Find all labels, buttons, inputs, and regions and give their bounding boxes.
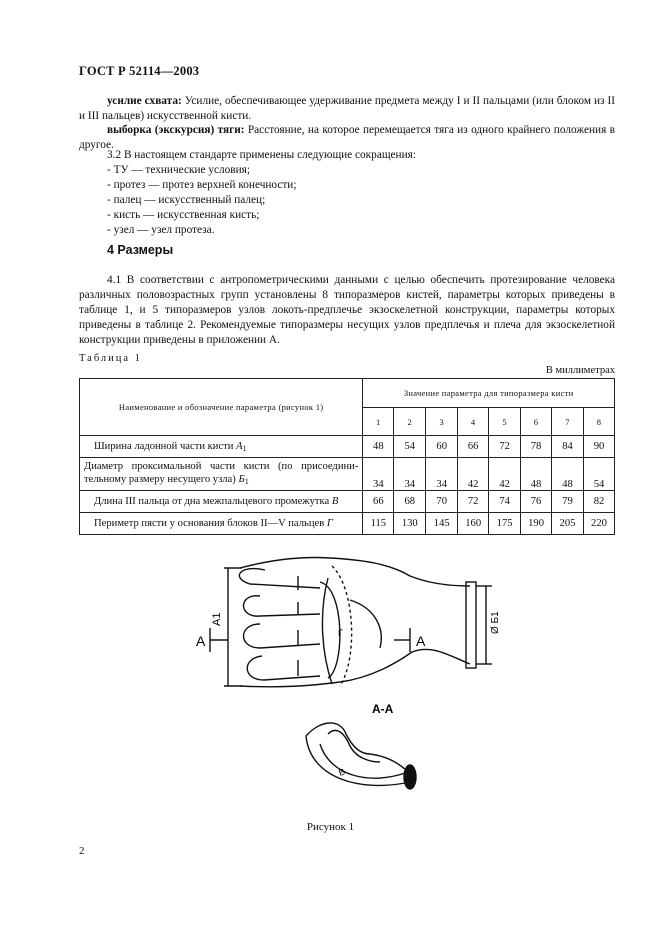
value-cell: 54 <box>394 436 426 458</box>
value-cell: 72 <box>489 436 521 458</box>
value-cell: 54 <box>583 458 614 491</box>
size-header: 5 <box>489 408 521 436</box>
value-cell: 34 <box>363 458 394 491</box>
value-cell: 74 <box>489 491 521 513</box>
value-cell: 90 <box>583 436 614 458</box>
abbreviation-item: - ТУ — технические условия; <box>107 164 250 176</box>
value-cell: 190 <box>521 513 552 535</box>
size-header: 6 <box>521 408 552 436</box>
value-cell: 84 <box>552 436 584 458</box>
table-header-values: Значение параметра для типоразмера кисти <box>363 379 615 408</box>
value-cell: 78 <box>521 436 552 458</box>
size-header: 4 <box>458 408 489 436</box>
page-number: 2 <box>79 845 85 857</box>
definition-grip-force <box>79 94 615 124</box>
term-label: выборка (экскурсия) тяги: <box>107 124 245 136</box>
table-header-name: Наименование и обозначение параметра (рисунок 1) <box>80 379 363 436</box>
param-name: Длина III пальца от дна межпальцевого промежутка В <box>80 491 363 513</box>
hand-outline-top <box>240 557 470 586</box>
document-header: ГОСТ Р 52114—2003 <box>79 64 200 78</box>
value-cell: 48 <box>363 436 394 458</box>
value-cell: 34 <box>426 458 458 491</box>
section-mark-left: A <box>196 633 206 649</box>
length-label: В <box>337 766 347 778</box>
table-units: В миллиметрах <box>545 365 615 376</box>
clause-4-1: 4.1 В соответствии с антропометрическими данными с целью обеспечить протезирование человека различных половозрастных групп установлены 8 типоразмеров кистей, параметры которых приведены в таблице 1, и 5 типоразмеров узлов локоть-предплечье экзоскелетной конструкции, параметры которых приведены в таблице 2. Рекомендуемые типоразмеры несущих узлов предплечья и плеча для экзоскелетной конструкции приведены в приложении А. <box>79 274 615 346</box>
value-cell: 68 <box>394 491 426 513</box>
param-name: Ширина ладонной части кисти $A_1$ <box>80 436 363 458</box>
value-cell: 76 <box>521 491 552 513</box>
knuckle-curve <box>322 578 332 684</box>
value-cell: 79 <box>552 491 584 513</box>
section-title-aa: А-А <box>372 702 394 716</box>
abbreviation-item: - протез — протез верхней конечности; <box>107 179 297 191</box>
term-text: Усилие, обеспечивающее удерживание предмета между I и II пальцами (или блоком из II и III пальцев) искусственной кисти. <box>79 95 615 122</box>
value-cell: 72 <box>458 491 489 513</box>
value-cell: 145 <box>426 513 458 535</box>
value-cell: 82 <box>583 491 614 513</box>
value-cell: 48 <box>552 458 584 491</box>
param-name: Периметр пясти у основания блоков II—V пальцев Г <box>80 513 363 535</box>
value-cell: 205 <box>552 513 584 535</box>
term-text: Расстояние, на которое перемещается тяга из одного крайнего положения в другое. <box>79 124 615 151</box>
table-row <box>80 458 615 491</box>
value-cell: 48 <box>521 458 552 491</box>
thumb-outline <box>350 600 381 648</box>
value-cell: 130 <box>394 513 426 535</box>
table-row <box>80 491 615 513</box>
table-caption: Таблица 1 <box>79 353 142 364</box>
value-cell: 160 <box>458 513 489 535</box>
perimeter-label: Г <box>338 628 343 638</box>
value-cell: 42 <box>458 458 489 491</box>
value-cell: 70 <box>426 491 458 513</box>
wrist-cuff <box>466 582 476 668</box>
size-header: 1 <box>363 408 394 436</box>
table-1 <box>79 378 615 535</box>
figure-hand-drawing <box>180 548 510 813</box>
value-cell: 66 <box>458 436 489 458</box>
finger-outline <box>244 596 321 616</box>
value-cell: 34 <box>394 458 426 491</box>
dimension-a1-label: A1 <box>211 612 223 626</box>
size-header: 2 <box>394 408 426 436</box>
finger-outline <box>244 624 321 648</box>
value-cell: 60 <box>426 436 458 458</box>
size-header: 8 <box>583 408 614 436</box>
value-cell: 66 <box>363 491 394 513</box>
size-header: 3 <box>426 408 458 436</box>
section-title: 4 Размеры <box>107 243 174 257</box>
figure-caption: Рисунок 1 <box>306 821 355 833</box>
value-cell: 115 <box>363 513 394 535</box>
finger-outline <box>239 569 320 588</box>
value-cell: 175 <box>489 513 521 535</box>
hand-outline-bottom <box>240 649 470 686</box>
section-mark-right: A <box>416 633 426 649</box>
finger-outline <box>247 656 320 680</box>
term-label: усилие схвата: <box>107 95 182 107</box>
abbreviation-item: - палец — искусственный палец; <box>107 194 266 206</box>
clause-3-2: 3.2 В настоящем стандарте применены следующие сокращения: <box>107 149 416 161</box>
param-name: Диаметр проксимальной части кисти (по присоедини-тельному размеру несущего узла) $Б_1$ <box>80 458 363 491</box>
value-cell: 220 <box>583 513 614 535</box>
section-aa-drawing <box>306 723 416 789</box>
table-row <box>80 513 615 535</box>
table-row <box>80 436 615 458</box>
value-cell: 42 <box>489 458 521 491</box>
dimension-diameter-label: Ø Б1 <box>490 611 501 634</box>
abbreviation-item: - кисть — искусственная кисть; <box>107 209 260 221</box>
size-header: 7 <box>552 408 584 436</box>
abbreviation-item: - узел — узел протеза. <box>107 224 215 236</box>
